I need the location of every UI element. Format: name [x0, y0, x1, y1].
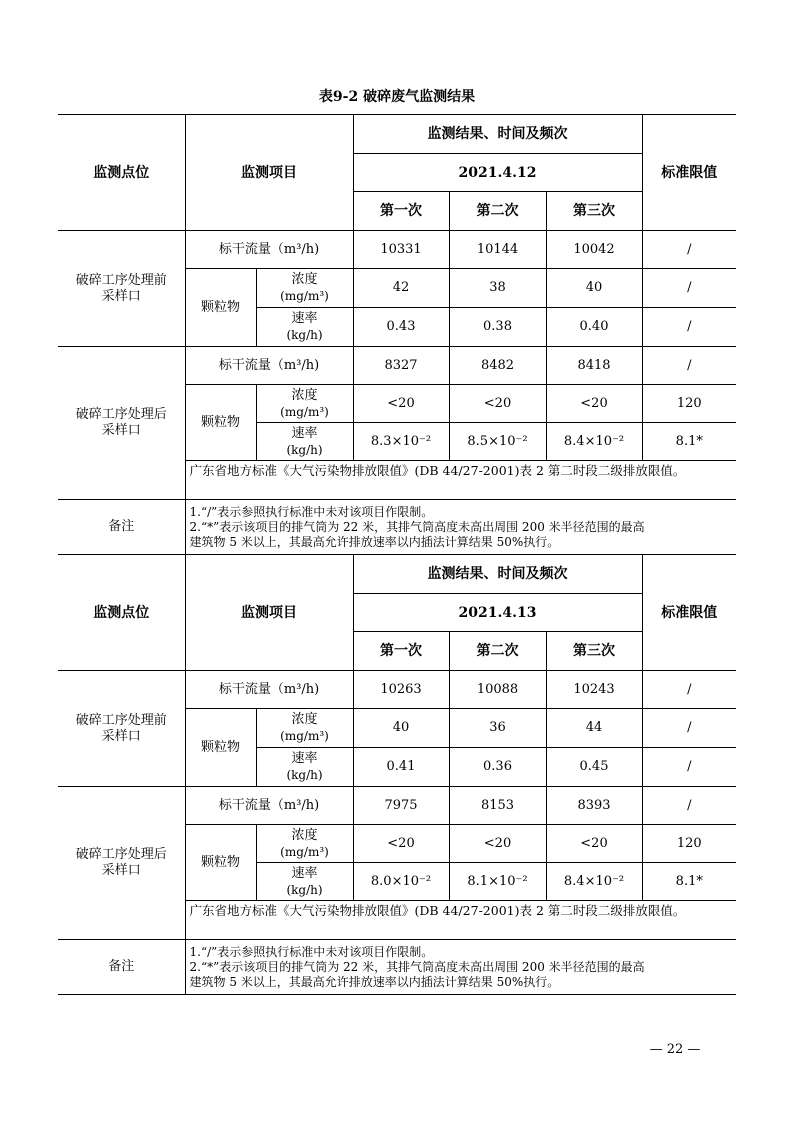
limit-cell: / [642, 269, 736, 308]
location-line-2: 采样口 [101, 288, 141, 304]
param-unit: (mg/m³) [280, 404, 329, 419]
param-cell [256, 385, 353, 423]
value-cell: 36 [449, 709, 546, 748]
location-cell [58, 671, 185, 787]
header-item: 监测项目 [185, 555, 353, 671]
value-cell: 44 [546, 709, 642, 748]
header-time-3: 第三次 [546, 192, 642, 231]
limit-cell: 120 [642, 385, 736, 423]
limit-cell: 8.1* [642, 423, 736, 461]
remark-line-3: 建筑物 5 米以上，其最高允许排放速率以内插法计算结果 50%执行。 [189, 974, 560, 989]
header-date: 2021.4.12 [353, 154, 642, 192]
value-cell: 0.40 [546, 308, 642, 347]
value-cell: 8.0×10⁻² [353, 863, 449, 901]
limit-cell: / [642, 709, 736, 748]
value-cell: 8153 [449, 787, 546, 825]
location-line-1: 破碎工序处理后 [75, 847, 167, 862]
standard-note: 广东省地方标准《大气污染物排放限值》(DB 44/27-2001)表 2 第二时段二级排放限值。 [185, 901, 736, 940]
location-line-1: 破碎工序处理前 [75, 272, 167, 288]
remark-line-3: 建筑物 5 米以上，其最高允许排放速率以内插法计算结果 50%执行。 [189, 534, 560, 549]
remark-cell [185, 940, 736, 995]
flow-label: 标干流量（m³/h) [185, 787, 353, 825]
value-cell: 8393 [546, 787, 642, 825]
remark-line-2: 2.“*”表示该项目的排气筒为 22 米，其排气筒高度未高出周围 200 米半径范围的最高 [189, 959, 645, 974]
flow-label: 标干流量（m³/h) [185, 231, 353, 269]
param-cell [256, 269, 353, 308]
monitoring-table-1 [58, 114, 736, 555]
value-cell: <20 [546, 385, 642, 423]
value-cell: 8.4×10⁻² [546, 423, 642, 461]
value-cell: <20 [449, 825, 546, 863]
param-cell [256, 825, 353, 863]
header-time-2: 第二次 [449, 192, 546, 231]
value-cell: 10042 [546, 231, 642, 269]
param-cell [256, 863, 353, 901]
value-cell: 7975 [353, 787, 449, 825]
param-unit: (kg/h) [286, 882, 323, 897]
header-point: 监测点位 [58, 115, 185, 231]
param-name: 速率 [291, 751, 318, 766]
value-cell: 38 [449, 269, 546, 308]
header-limit: 标准限值 [642, 555, 736, 671]
value-cell: <20 [449, 385, 546, 423]
param-unit: (kg/h) [286, 442, 323, 457]
value-cell: 10331 [353, 231, 449, 269]
limit-cell: / [642, 671, 736, 709]
value-cell: 8.4×10⁻² [546, 863, 642, 901]
param-cell [256, 308, 353, 347]
value-cell: 8.3×10⁻² [353, 423, 449, 461]
pollutant-label: 颗粒物 [185, 825, 256, 901]
limit-cell: / [642, 231, 736, 269]
param-name: 浓度 [291, 712, 318, 727]
value-cell: 10144 [449, 231, 546, 269]
location-line-1: 破碎工序处理前 [75, 712, 167, 728]
param-name: 浓度 [291, 272, 318, 287]
header-results: 监测结果、时间及频次 [353, 555, 642, 594]
remark-line-1: 1.“/”表示参照执行标准中未对该项目作限制。 [189, 504, 434, 519]
value-cell: 8.5×10⁻² [449, 423, 546, 461]
value-cell: <20 [546, 825, 642, 863]
param-name: 浓度 [291, 387, 318, 403]
param-name: 速率 [291, 865, 318, 881]
flow-label: 标干流量（m³/h) [185, 347, 353, 385]
remark-line-1: 1.“/”表示参照执行标准中未对该项目作限制。 [189, 944, 434, 959]
param-name: 速率 [291, 311, 318, 326]
value-cell: 40 [353, 709, 449, 748]
value-cell: 0.43 [353, 308, 449, 347]
param-name: 速率 [291, 425, 318, 441]
value-cell: 8.1×10⁻² [449, 863, 546, 901]
value-cell: <20 [353, 825, 449, 863]
location-line-1: 破碎工序处理后 [75, 407, 167, 422]
header-time-3: 第三次 [546, 632, 642, 671]
location-line-2: 采样口 [101, 863, 141, 878]
value-cell: 8482 [449, 347, 546, 385]
pollutant-label: 颗粒物 [185, 385, 256, 461]
value-cell: 42 [353, 269, 449, 308]
header-point: 监测点位 [58, 555, 185, 671]
table-title: 表9-2 破碎废气监测结果 [318, 89, 476, 105]
header-time-1: 第一次 [353, 192, 449, 231]
limit-cell: / [642, 347, 736, 385]
param-cell [256, 748, 353, 787]
header-item: 监测项目 [185, 115, 353, 231]
header-time-1: 第一次 [353, 632, 449, 671]
limit-cell: / [642, 308, 736, 347]
location-cell [58, 347, 185, 500]
header-time-2: 第二次 [449, 632, 546, 671]
remark-cell [185, 500, 736, 555]
param-cell [256, 423, 353, 461]
param-unit: (mg/m³) [280, 844, 329, 859]
monitoring-table-2 [58, 554, 736, 995]
value-cell: 0.41 [353, 748, 449, 787]
remark-label: 备注 [58, 940, 185, 995]
location-cell [58, 231, 185, 347]
value-cell: 10243 [546, 671, 642, 709]
page-number: — 22 — [649, 1042, 701, 1057]
value-cell: 0.38 [449, 308, 546, 347]
param-name: 浓度 [291, 827, 318, 843]
limit-cell: 120 [642, 825, 736, 863]
value-cell: <20 [353, 385, 449, 423]
param-cell [256, 709, 353, 748]
location-cell [58, 787, 185, 940]
value-cell: 0.45 [546, 748, 642, 787]
pollutant-label: 颗粒物 [185, 269, 256, 347]
header-limit: 标准限值 [642, 115, 736, 231]
param-unit: (mg/m³) [280, 289, 329, 303]
standard-note: 广东省地方标准《大气污染物排放限值》(DB 44/27-2001)表 2 第二时段二级排放限值。 [185, 461, 736, 500]
value-cell: 10263 [353, 671, 449, 709]
value-cell: 40 [546, 269, 642, 308]
remark-line-2: 2.“*”表示该项目的排气筒为 22 米，其排气筒高度未高出周围 200 米半径范围的最高 [189, 519, 645, 534]
value-cell: 0.36 [449, 748, 546, 787]
param-unit: (mg/m³) [280, 729, 329, 743]
location-line-2: 采样口 [101, 423, 141, 438]
value-cell: 10088 [449, 671, 546, 709]
param-unit: (kg/h) [286, 768, 323, 782]
value-cell: 8418 [546, 347, 642, 385]
limit-cell: / [642, 748, 736, 787]
header-results: 监测结果、时间及频次 [353, 115, 642, 154]
flow-label: 标干流量（m³/h) [185, 671, 353, 709]
remark-label: 备注 [58, 500, 185, 555]
pollutant-label: 颗粒物 [185, 709, 256, 787]
limit-cell: 8.1* [642, 863, 736, 901]
limit-cell: / [642, 787, 736, 825]
header-date: 2021.4.13 [353, 594, 642, 632]
param-unit: (kg/h) [286, 328, 323, 342]
value-cell: 8327 [353, 347, 449, 385]
location-line-2: 采样口 [101, 728, 141, 744]
